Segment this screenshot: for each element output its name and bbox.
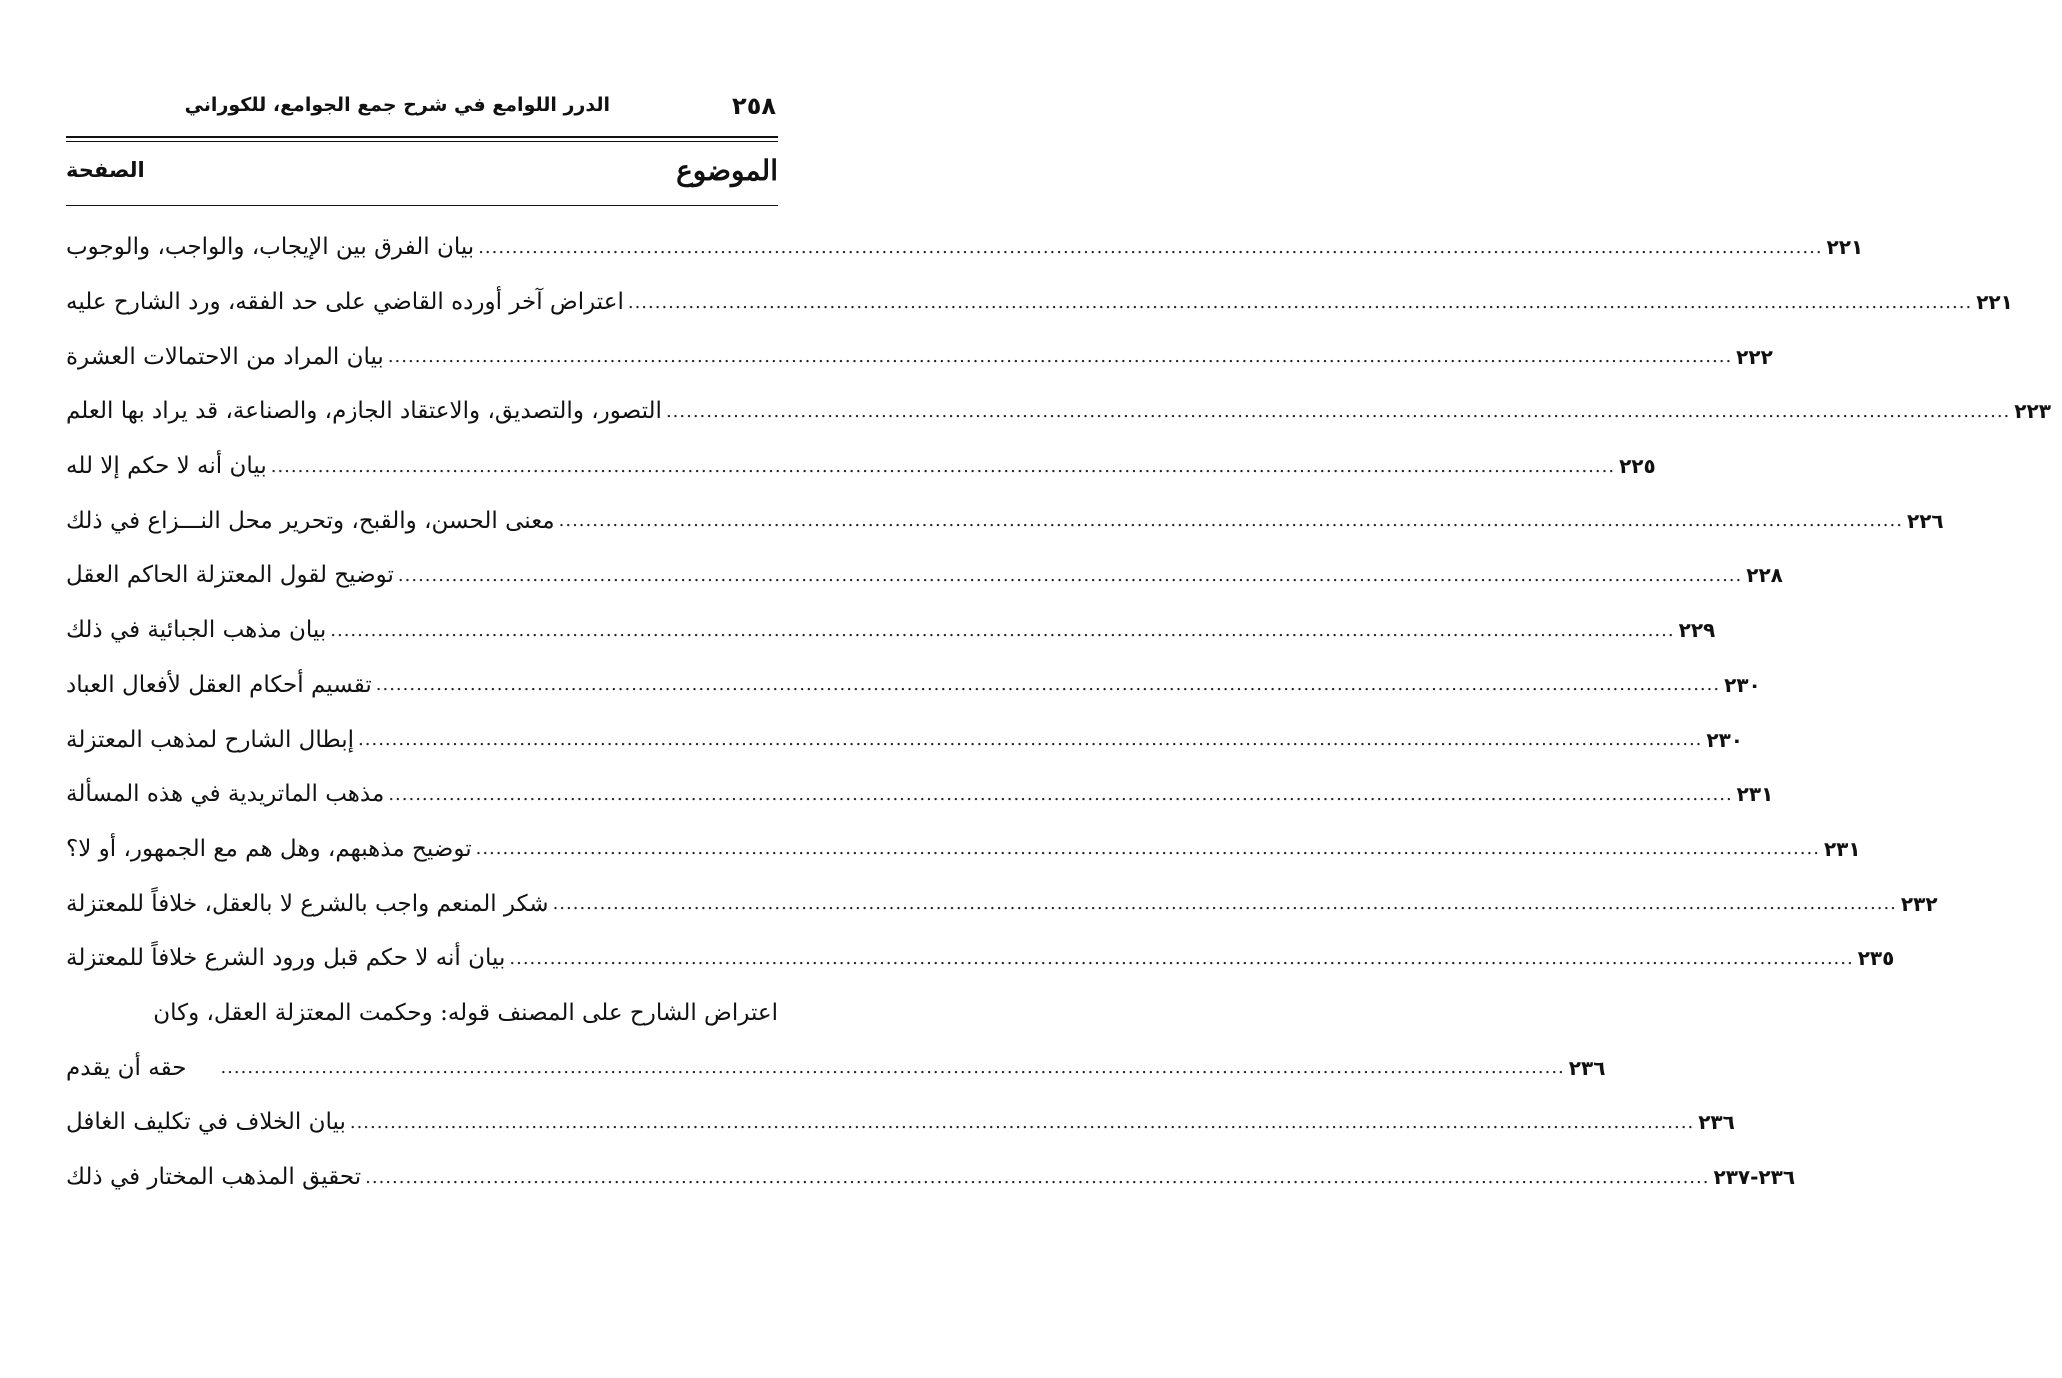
toc-entry bbox=[66, 384, 2051, 439]
entry-page: ٢٣٦ bbox=[1698, 1110, 1735, 1135]
toc-entry-multiline bbox=[66, 986, 778, 1041]
leader-dots: ........................................................................................................................................................................................................ bbox=[388, 783, 1733, 805]
toc-entry bbox=[66, 275, 2013, 330]
leader-dots: ........................................................................................................................................................................................................ bbox=[365, 1166, 1710, 1188]
entry-page: ٢٣١ bbox=[1823, 836, 1861, 861]
entry-title: بيان مذهب الجبائية في ذلك bbox=[66, 617, 327, 644]
entry-page: ٢٣٦-٢٣٧ bbox=[1713, 1165, 1796, 1190]
toc-page bbox=[66, 84, 2051, 1191]
leader-dots: ........................................................................................................................................................................................................ bbox=[358, 729, 1703, 751]
leader-dots: ........................................................................................................................................................................................................ bbox=[665, 400, 2011, 422]
toc-entry bbox=[66, 439, 1656, 494]
entry-page: ٢٢١ bbox=[1826, 235, 1864, 260]
toc-entry bbox=[66, 329, 1773, 384]
entry-page: ٢٢٨ bbox=[1746, 563, 1783, 588]
entry-title: التصور، والتصديق، والاعتقاد الجازم، والصناعة، قد يراد بها العلم bbox=[66, 398, 662, 425]
toc-entry bbox=[66, 220, 1864, 275]
entry-page: ٢٣٥ bbox=[1857, 946, 1895, 971]
leader-dots: ........................................................................................................................................................................................................ bbox=[397, 564, 1743, 586]
toc-entry bbox=[66, 493, 1944, 548]
leader-dots: ........................................................................................................................................................................................................ bbox=[349, 1111, 1695, 1133]
entry-page: ٢٢١ bbox=[1976, 290, 2013, 315]
toc-list bbox=[66, 220, 2051, 1204]
entry-title: معنى الحسن، والقبح، وتحرير محل النـــزاع في ذلك bbox=[66, 507, 555, 534]
toc-entry bbox=[66, 658, 1761, 713]
leader-dots: ........................................................................................................................................................................................................ bbox=[552, 893, 1897, 915]
entry-title: تحقيق المذهب المختار في ذلك bbox=[66, 1164, 362, 1191]
entry-title: بيان الفرق بين الإيجاب، والواجب، والوجوب bbox=[66, 234, 475, 261]
entry-title: توضيح لقول المعتزلة الحاكم العقل bbox=[66, 562, 394, 589]
leader-dots: ........................................................................................................................................................................................................ bbox=[475, 838, 1820, 860]
toc-entry bbox=[66, 1095, 1735, 1150]
toc-entry bbox=[66, 1150, 1796, 1205]
topic-column-heading: الموضوع bbox=[676, 154, 778, 187]
entry-page: ٢٢٢ bbox=[1736, 344, 1773, 369]
entry-page: ٢٢٥ bbox=[1619, 454, 1656, 479]
toc-entry bbox=[66, 876, 1938, 931]
leader-dots: ........................................................................................................................................................................................................ bbox=[220, 1057, 1565, 1079]
entry-title: مذهب الماتريدية في هذه المسألة bbox=[66, 781, 385, 808]
entry-title: بيان الخلاف في تكليف الغافل bbox=[66, 1109, 346, 1136]
entry-page: ٢٣٦ bbox=[1568, 1055, 1606, 1080]
entry-title: توضيح مذهبهم، وهل هم مع الجمهور، أو لا؟ bbox=[66, 835, 472, 862]
toc-entry bbox=[66, 712, 1744, 767]
toc-entry bbox=[66, 548, 1783, 603]
leader-dots: ........................................................................................................................................................................................................ bbox=[509, 947, 1854, 969]
entry-title: شكر المنعم واجب بالشرع لا بالعقل، خلافاً للمعتزلة bbox=[66, 890, 549, 917]
page-number: ٢٥٨ bbox=[732, 92, 776, 120]
leader-dots: ........................................................................................................................................................................................................ bbox=[270, 455, 1616, 477]
entry-title: تقسيم أحكام العقل لأفعال العباد bbox=[66, 671, 372, 698]
entry-title-line1: اعتراض الشارح على المصنف قوله: وحكمت المعتزلة العقل، وكان bbox=[153, 999, 778, 1026]
entry-page: ٢٣٠ bbox=[1724, 672, 1761, 697]
leader-dots: ........................................................................................................................................................................................................ bbox=[387, 346, 1733, 368]
leader-dots: ........................................................................................................................................................................................................ bbox=[558, 510, 1903, 532]
toc-entry bbox=[66, 603, 1716, 658]
entry-title: اعتراض آخر أورده القاضي على حد الفقه، ورد الشارح عليه bbox=[66, 289, 624, 316]
running-title: الدرر اللوامع في شرح جمع الجوامع، للكوراني bbox=[184, 94, 610, 116]
leader-dots: ........................................................................................................................................................................................................ bbox=[330, 619, 1675, 641]
toc-entry bbox=[66, 822, 1861, 877]
entry-title-line2: حقه أن يقدم bbox=[66, 1054, 187, 1081]
entry-page: ٢٢٦ bbox=[1906, 508, 1944, 533]
leader-dots: ........................................................................................................................................................................................................ bbox=[478, 236, 1823, 258]
leader-dots: ........................................................................................................................................................................................................ bbox=[375, 674, 1721, 696]
header-rule bbox=[66, 136, 778, 138]
entry-page: ٢٢٣ bbox=[2014, 399, 2051, 424]
entry-title: بيان المراد من الاحتمالات العشرة bbox=[66, 343, 384, 370]
toc-entry bbox=[66, 931, 1895, 986]
column-headings bbox=[66, 154, 778, 194]
entry-title: بيان أنه لا حكم إلا لله bbox=[66, 453, 267, 480]
entry-page: ٢٣٠ bbox=[1706, 727, 1744, 752]
entry-title: بيان أنه لا حكم قبل ورود الشرع خلافاً للمعتزلة bbox=[66, 945, 506, 972]
header-rule-thin bbox=[66, 141, 778, 142]
entry-title: إبطال الشارح لمذهب المعتزلة bbox=[66, 726, 355, 753]
entry-page: ٢٣١ bbox=[1736, 782, 1774, 807]
entry-page: ٢٣٢ bbox=[1900, 891, 1938, 916]
toc-entry-continuation bbox=[66, 1040, 1606, 1095]
entry-page: ٢٢٩ bbox=[1678, 618, 1716, 643]
toc-entry bbox=[66, 767, 1774, 822]
page-header bbox=[66, 84, 778, 130]
page-column-heading: الصفحة bbox=[66, 158, 145, 182]
leader-dots: ........................................................................................................................................................................................................ bbox=[627, 291, 1973, 313]
column-heading-rule bbox=[66, 205, 778, 206]
